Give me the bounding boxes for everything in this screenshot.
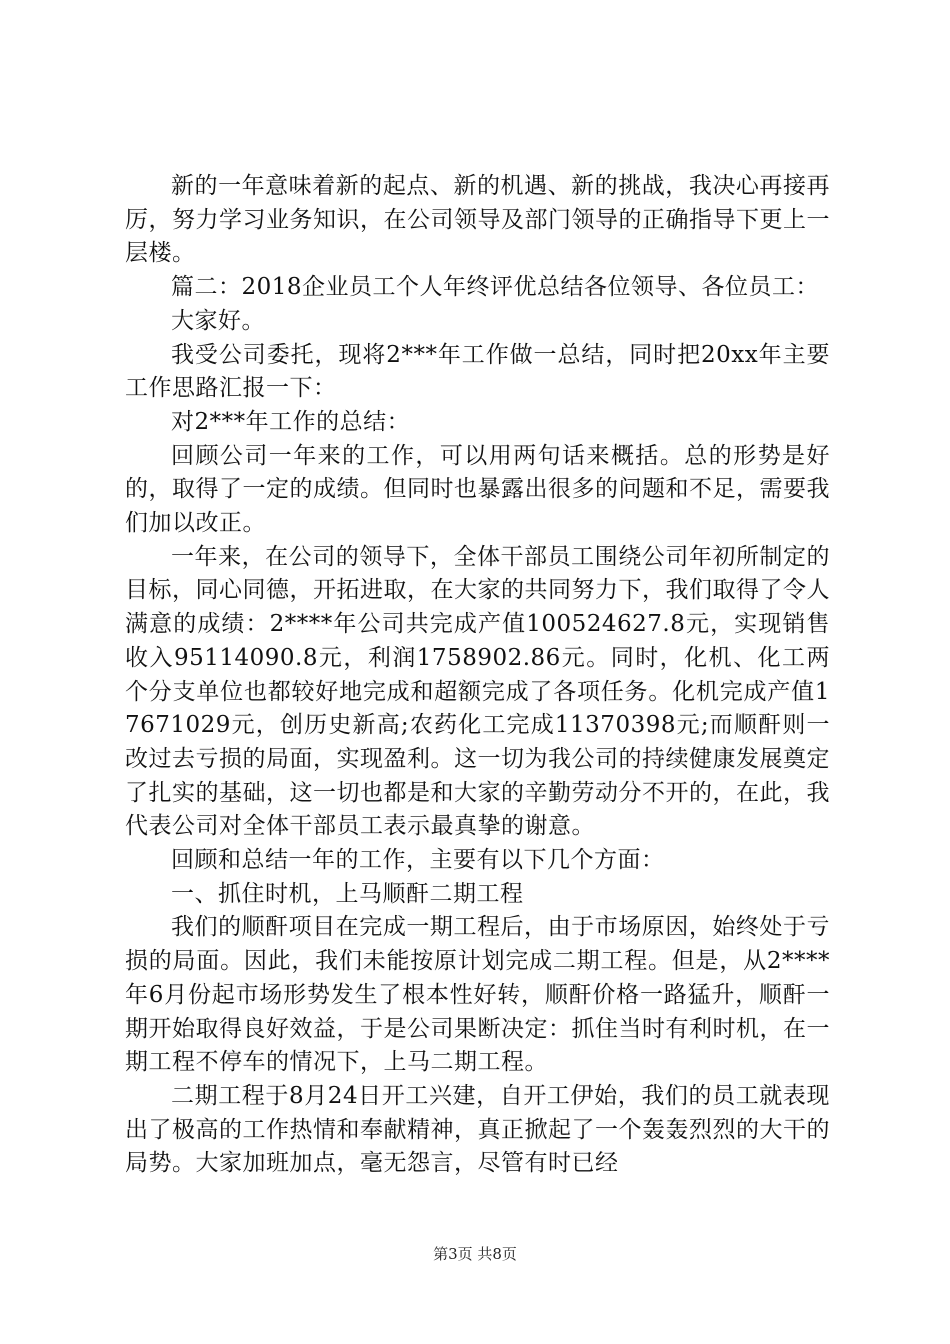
paragraph-1: 新的一年意味着新的起点、新的机遇、新的挑战，我决心再接再厉，努力学习业务知识，在公司领导及部门领导的正确指导下更上一层楼。 [125,173,830,267]
paragraph-10: 二期工程于8月24日开工兴建，自开工伊始，我们的员工就表现出了极高的工作热情和奉献精神，真正掀起了一个轰轰烈烈的大干的局势。大家加班加点，毫无怨言，尽管有时已经 [125,1082,830,1177]
section-heading-1: 一、抓住时机，上马顺酐二期工程 [171,880,524,907]
paragraph-9: 我们的顺酐项目在完成一期工程后，由于市场原因，始终处于亏损的局面。因此，我们未能按原计划完成二期工程。但是，从2****年6月份起市场形势发生了根本性好转，顺酐价格一路猛升，顺酐一期开始取得良好效益，于是公司果断决定：抓住当时有利时机，在一期工程不停车的情况下，上马二期工程。 [125,914,830,1076]
page-footer: 第3页 共8页 [433,1245,517,1263]
paragraph-2: 篇二：2018企业员工个人年终评优总结各位领导、各位员工： [171,274,820,301]
paragraph-4: 我受公司委托，现将2***年工作做一总结，同时把20xx年主要工作思路汇报一下： [125,341,830,402]
document-body [125,170,830,1181]
paragraph-5: 对2***年工作的总结： [171,408,411,435]
paragraph-6: 回顾公司一年来的工作，可以用两句话来概括。总的形势是好的，取得了一定的成绩。但同时也暴露出很多的问题和不足，需要我们加以改正。 [125,442,830,537]
paragraph-8: 回顾和总结一年的工作，主要有以下几个方面： [171,847,665,874]
paragraph-7: 一年来，在公司的领导下，全体干部员工围绕公司年初所制定的目标，同心同德，开拓进取，在大家的共同努力下，我们取得了令人满意的成绩：2****年公司共完成产值100524627.8元，实现销售收入95114090.8元，利润1758902.86元。同时，化机、化工两个分支单位也都较好地完成和超额完成了各项任务。化机完成产值17671029元，创历史新高;农药化工完成11370398元;而顺酐则一改过去亏损的局面，实现盈利。这一切为我公司的持续健康发展奠定了扎实的基础，这一切也都是和大家的辛勤劳动分不开的，在此，我代表公司对全体干部员工表示最真挚的谢意。 [125,543,830,840]
paragraph-3: 大家好。 [171,307,265,334]
